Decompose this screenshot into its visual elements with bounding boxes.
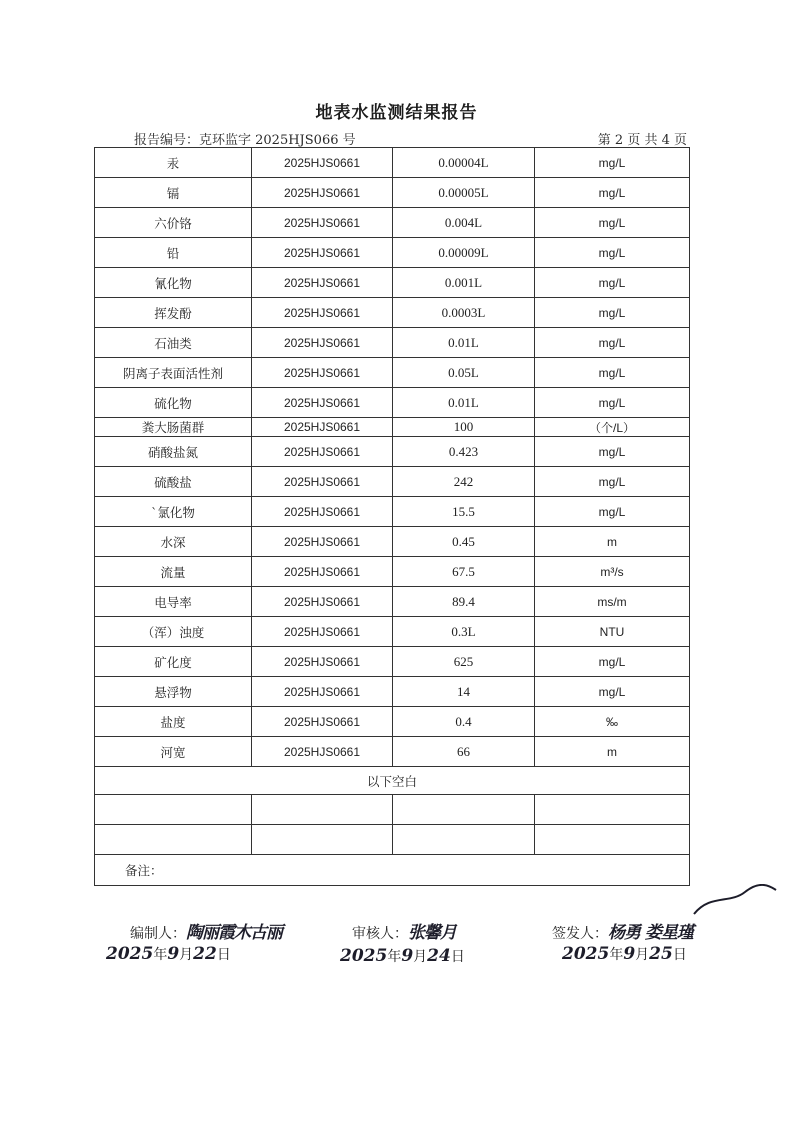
table-row: [95, 208, 690, 238]
table-row: [95, 268, 690, 298]
table-row: [95, 527, 690, 557]
reviewer-date-month: 9: [401, 946, 414, 966]
compiler-date: [106, 944, 231, 964]
results-footer: [95, 767, 690, 886]
compiler-date-month: 9: [167, 944, 180, 964]
table-row: [95, 178, 690, 208]
reviewer-signature: [352, 918, 456, 943]
sample-cell: 2025HJS0661: [252, 647, 393, 677]
table-row: [95, 388, 690, 418]
table-row: [95, 418, 690, 437]
unit-cell: mg/L: [535, 208, 690, 238]
sample-cell: 2025HJS0661: [252, 268, 393, 298]
empty-row: [95, 795, 690, 825]
unit-cell: ms/m: [535, 587, 690, 617]
sample-cell: 2025HJS0661: [252, 527, 393, 557]
unit-cell: （个/L）: [535, 418, 690, 437]
value-cell: 0.01L: [393, 388, 535, 418]
unit-cell: mg/L: [535, 148, 690, 178]
sample-cell: 2025HJS0661: [252, 178, 393, 208]
item-cell: 石油类: [95, 328, 252, 358]
sample-cell: 2025HJS0661: [252, 298, 393, 328]
value-cell: 100: [393, 418, 535, 437]
issuer-date-day: 25: [649, 944, 673, 964]
day-char: 日: [450, 949, 465, 965]
month-char: 月: [635, 947, 650, 963]
sample-cell: 2025HJS0661: [252, 617, 393, 647]
blank-note: 以下空白: [95, 767, 690, 795]
sample-cell: 2025HJS0661: [252, 737, 393, 767]
page-info: 第 2 页 共 4 页: [597, 133, 687, 148]
unit-cell: mg/L: [535, 677, 690, 707]
item-cell: 硫酸盐: [95, 467, 252, 497]
item-cell: 盐度: [95, 707, 252, 737]
remarks-label: 备注：: [125, 863, 163, 878]
sample-cell: 2025HJS0661: [252, 497, 393, 527]
table-row: [95, 148, 690, 178]
unit-cell: mg/L: [535, 298, 690, 328]
item-cell: 镉: [95, 178, 252, 208]
value-cell: 89.4: [393, 587, 535, 617]
value-cell: 66: [393, 737, 535, 767]
report-title: 地表水监测结果报告: [315, 103, 478, 123]
value-cell: 0.00009L: [393, 238, 535, 268]
remarks-cell: [95, 855, 690, 886]
sample-cell: 2025HJS0661: [252, 328, 393, 358]
issuer-label: 签发人：: [552, 926, 608, 942]
issuer-date: [562, 944, 687, 964]
unit-cell: mg/L: [535, 328, 690, 358]
table-row: [95, 328, 690, 358]
reviewer-date-day: 24: [427, 946, 451, 966]
table-row: [95, 647, 690, 677]
unit-cell: mg/L: [535, 497, 690, 527]
reviewer-date-year: 2025: [340, 946, 388, 966]
item-cell: 氰化物: [95, 268, 252, 298]
unit-cell: mg/L: [535, 238, 690, 268]
table-row: [95, 497, 690, 527]
month-char: 月: [179, 947, 194, 963]
item-cell: 挥发酚: [95, 298, 252, 328]
table-row: [95, 467, 690, 497]
sample-cell: 2025HJS0661: [252, 238, 393, 268]
value-cell: 0.3L: [393, 617, 535, 647]
value-cell: 67.5: [393, 557, 535, 587]
item-cell: 六价铬: [95, 208, 252, 238]
year-char: 年: [153, 947, 168, 963]
item-cell: 硫化物: [95, 388, 252, 418]
table-row: [95, 707, 690, 737]
value-cell: 0.05L: [393, 358, 535, 388]
table-row: [95, 677, 690, 707]
unit-cell: m: [535, 737, 690, 767]
table-row: [95, 358, 690, 388]
unit-cell: mg/L: [535, 358, 690, 388]
item-cell: 河宽: [95, 737, 252, 767]
item-cell: 铅: [95, 238, 252, 268]
unit-cell: ‰: [535, 707, 690, 737]
compiler-signature: [130, 918, 282, 943]
reviewer-name: 张馨月: [408, 923, 456, 943]
value-cell: 0.00004L: [393, 148, 535, 178]
value-cell: 0.0003L: [393, 298, 535, 328]
item-cell: `氯化物: [95, 497, 252, 527]
unit-cell: mg/L: [535, 437, 690, 467]
sample-cell: 2025HJS0661: [252, 148, 393, 178]
table-row: [95, 617, 690, 647]
unit-cell: mg/L: [535, 178, 690, 208]
unit-cell: mg/L: [535, 388, 690, 418]
issuer-date-month: 9: [623, 944, 636, 964]
unit-cell: mg/L: [535, 647, 690, 677]
value-cell: 0.004L: [393, 208, 535, 238]
sample-cell: 2025HJS0661: [252, 208, 393, 238]
year-char: 年: [387, 949, 402, 965]
value-cell: 15.5: [393, 497, 535, 527]
table-row: [95, 737, 690, 767]
unit-cell: mg/L: [535, 268, 690, 298]
reviewer-label: 审核人：: [352, 926, 408, 942]
sample-cell: 2025HJS0661: [252, 557, 393, 587]
item-cell: 流量: [95, 557, 252, 587]
results-body: [95, 148, 690, 767]
unit-cell: m: [535, 527, 690, 557]
month-char: 月: [413, 949, 428, 965]
table-row: [95, 437, 690, 467]
item-cell: 悬浮物: [95, 677, 252, 707]
compiler-name: 陶丽霞木古丽: [186, 923, 282, 943]
table-row: [95, 587, 690, 617]
unit-cell: NTU: [535, 617, 690, 647]
value-cell: 242: [393, 467, 535, 497]
sample-cell: 2025HJS0661: [252, 418, 393, 437]
table-row: [95, 557, 690, 587]
reviewer-date: [340, 946, 465, 966]
value-cell: 625: [393, 647, 535, 677]
results-table: [94, 147, 690, 886]
issuer-date-year: 2025: [562, 944, 610, 964]
year-char: 年: [609, 947, 624, 963]
item-cell: 汞: [95, 148, 252, 178]
sample-cell: 2025HJS0661: [252, 388, 393, 418]
value-cell: 14: [393, 677, 535, 707]
issuer-flourish: [690, 884, 780, 924]
item-cell: 电导率: [95, 587, 252, 617]
sample-cell: 2025HJS0661: [252, 677, 393, 707]
item-cell: 水深: [95, 527, 252, 557]
issuer-name: 杨勇 娄星瑾: [608, 923, 693, 943]
value-cell: 0.4: [393, 707, 535, 737]
item-cell: 矿化度: [95, 647, 252, 677]
report-number: 报告编号：克环监字 2025HJS066 号: [134, 133, 356, 148]
unit-cell: mg/L: [535, 467, 690, 497]
value-cell: 0.01L: [393, 328, 535, 358]
value-cell: 0.45: [393, 527, 535, 557]
compiler-date-day: 22: [193, 944, 217, 964]
issuer-signature: [552, 918, 693, 943]
sample-cell: 2025HJS0661: [252, 358, 393, 388]
item-cell: 阴离子表面活性剂: [95, 358, 252, 388]
item-cell: 粪大肠菌群: [95, 418, 252, 437]
item-cell: 硝酸盐氮: [95, 437, 252, 467]
sample-cell: 2025HJS0661: [252, 587, 393, 617]
sample-cell: 2025HJS0661: [252, 707, 393, 737]
value-cell: 0.423: [393, 437, 535, 467]
sample-cell: 2025HJS0661: [252, 467, 393, 497]
unit-cell: m³/s: [535, 557, 690, 587]
day-char: 日: [216, 947, 231, 963]
value-cell: 0.00005L: [393, 178, 535, 208]
table-row: [95, 238, 690, 268]
compiler-date-year: 2025: [106, 944, 154, 964]
sample-cell: 2025HJS0661: [252, 437, 393, 467]
compiler-label: 编制人：: [130, 926, 186, 942]
table-row: [95, 298, 690, 328]
empty-row: [95, 825, 690, 855]
value-cell: 0.001L: [393, 268, 535, 298]
day-char: 日: [672, 947, 687, 963]
item-cell: （浑）浊度: [95, 617, 252, 647]
